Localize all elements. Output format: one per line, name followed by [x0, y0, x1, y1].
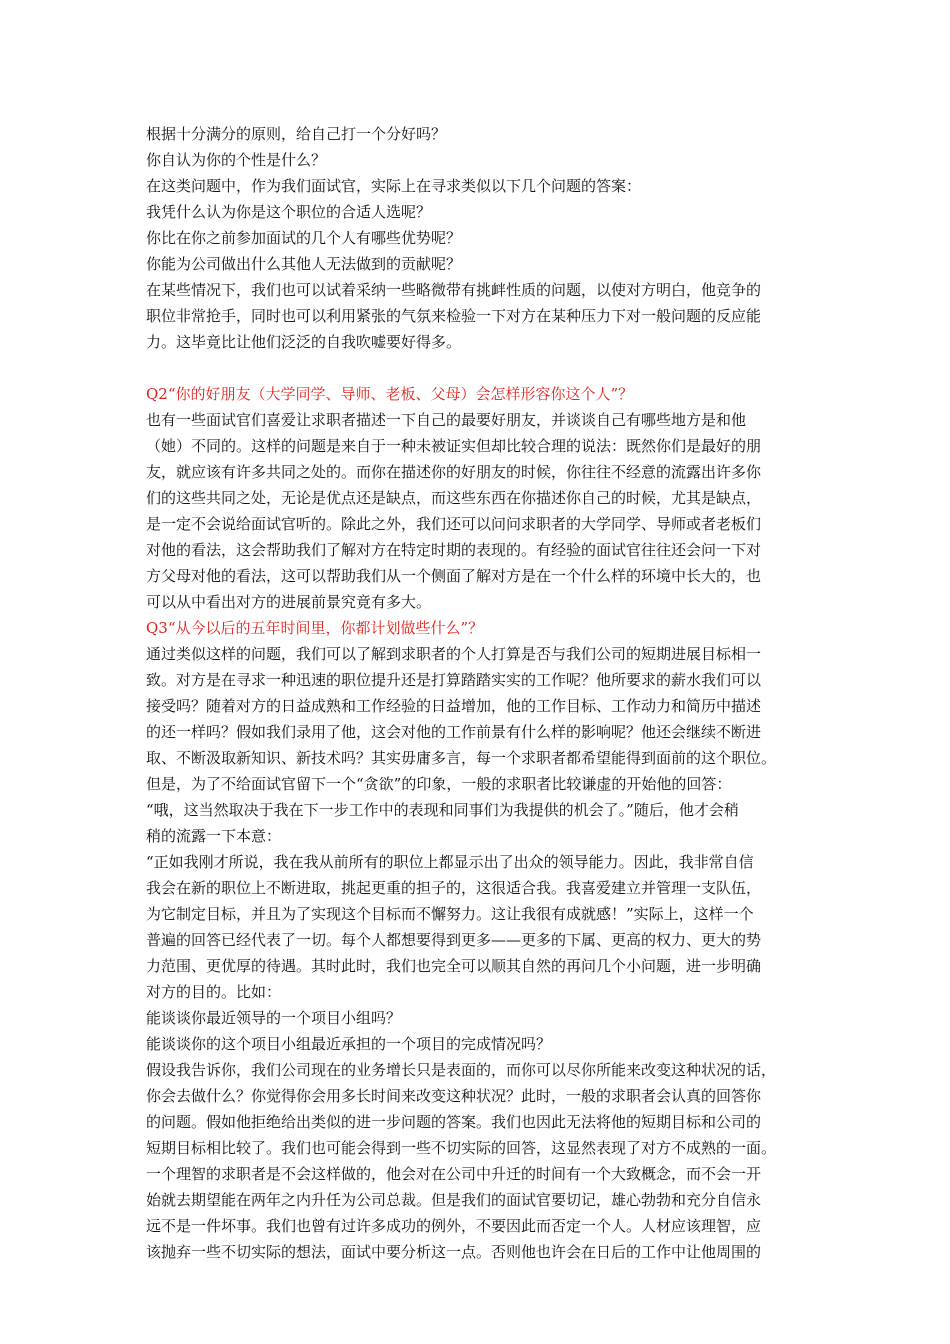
- document-body: [146, 121, 806, 1265]
- text-line: 取、不断汲取新知识、新技术吗？其实毋庸多言，每一个求职者都希望能得到面前的这个职位。: [146, 749, 777, 767]
- text-line: 该抛弃一些不切实际的想法，面试中要分析这一点。否则他也许会在日后的工作中让他周围的: [146, 1243, 762, 1261]
- text-line: 稍的流露一下本意：: [146, 827, 282, 845]
- text-line: 的问题。假如他拒绝给出类似的进一步问题的答案。我们也因此无法将他的短期目标和公司的: [146, 1113, 762, 1131]
- text-line: 能谈谈你最近领导的一个项目小组吗？: [146, 1009, 402, 1027]
- text-line: 一个理智的求职者是不会这样做的，他会对在公司中升迁的时间有一个大致概念，而不会一开: [146, 1165, 762, 1183]
- question-line: 你能为公司做出什么其他人无法做到的贡献呢？: [146, 255, 462, 273]
- question-line: 你比在你之前参加面试的几个人有哪些优势呢？: [146, 229, 462, 247]
- text-line: 我会在新的职位上不断进取，挑起更重的担子的，这很适合我。我喜爱建立并管理一支队伍，: [146, 879, 762, 897]
- text-line: （她）不同的。这样的问题是来自于一种未被证实但却比较合理的说法：既然你们是最好的朋: [146, 437, 762, 455]
- text-line: 短期目标相比较了。我们也可能会得到一些不切实际的回答，这显然表现了对方不成熟的一面。: [146, 1139, 777, 1157]
- text-line: 接受吗？随着对方的日益成熟和工作经验的日益增加，他的工作目标、工作动力和简历中描述: [146, 697, 762, 715]
- text-line: “正如我刚才所说，我在我从前所有的职位上都显示出了出众的领导能力。因此，我非常自信: [146, 853, 754, 871]
- text-line: 你会去做什么？你觉得你会用多长时间来改变这种状况？此时，一般的求职者会认真的回答你: [146, 1087, 762, 1105]
- text-line: 通过类似这样的问题，我们可以了解到求职者的个人打算是否与我们公司的短期进展目标相一: [146, 645, 762, 663]
- text-line: 的还一样吗？假如我们录用了他，这会对他的工作前景有什么样的影响呢？他还会继续不断进: [146, 723, 762, 741]
- q3-heading: Q3“从今以后的五年时间里，你都计划做些什么”？: [146, 619, 484, 637]
- q2-paragraph: [146, 407, 806, 615]
- text-line: 假设我告诉你，我们公司现在的业务增长只是表面的，而你可以尽你所能来改变这种状况的话，: [146, 1061, 777, 1079]
- text-line: 在某些情况下，我们也可以试着采纳一些略微带有挑衅性质的问题，以使对方明白，他竞争的: [146, 281, 762, 299]
- question-line: 我凭什么认为你是这个职位的合适人选呢？: [146, 203, 432, 221]
- question-line: 在这类问题中，作为我们面试官，实际上在寻求类似以下几个问题的答案：: [146, 177, 642, 195]
- text-line: 力。这毕竟比让他们泛泛的自我吹嘘要好得多。: [146, 333, 462, 351]
- text-line: 但是，为了不给面试官留下一个“贪欲”的印象，一般的求职者比较谦虚的开始他的回答：: [146, 775, 732, 793]
- text-line: 始就去期望能在两年之内升任为公司总裁。但是我们的面试官要切记，雄心勃勃和充分自信永: [146, 1191, 762, 1209]
- text-line: 致。对方是在寻求一种迅速的职位提升还是打算踏踏实实的工作呢？他所要求的薪水我们可以: [146, 671, 762, 689]
- text-line: 可以从中看出对方的进展前景究竟有多大。: [146, 593, 432, 611]
- text-line: 是一定不会说给面试官听的。除此之外，我们还可以问问求职者的大学同学、导师或者老板们: [146, 515, 762, 533]
- text-line: 职位非常抢手，同时也可以利用紧张的气氛来检验一下对方在某种压力下对一般问题的反应能: [146, 307, 762, 325]
- text-line: 友，就应该有许多共同之处的。而你在描述你的好朋友的时候，你往往不经意的流露出许多你: [146, 463, 762, 481]
- q3-paragraph: [146, 641, 806, 1265]
- question-line: 根据十分满分的原则，给自己打一个分好吗？: [146, 125, 447, 143]
- text-line: 方父母对他的看法，这可以帮助我们从一个侧面了解对方是在一个什么样的环境中长大的，也: [146, 567, 762, 585]
- text-line: “哦，这当然取决于我在下一步工作中的表现和同事们为我提供的机会了。”随后，他才会稍: [146, 801, 739, 819]
- text-line: 对他的看法，这会帮助我们了解对方在特定时期的表现的。有经验的面试官往往还会问一下对: [146, 541, 762, 559]
- intro-question-list: [146, 121, 806, 277]
- text-line: 对方的目的。比如：: [146, 983, 282, 1001]
- text-line: 能谈谈你的这个项目小组最近承担的一个项目的完成情况吗？: [146, 1035, 552, 1053]
- section-spacer: [146, 355, 806, 381]
- text-line: 远不是一件坏事。我们也曾有过许多成功的例外，不要因此而否定一个人。人材应该理智，应: [146, 1217, 762, 1235]
- text-line: 为它制定目标，并且为了实现这个目标而不懈努力。这让我很有成就感！”实际上，这样一个: [146, 905, 754, 923]
- text-line: 力范围、更优厚的待遇。其时此时，我们也完全可以顺其自然的再问几个小问题，进一步明确: [146, 957, 762, 975]
- text-line: 们的这些共同之处，无论是优点还是缺点，而这些东西在你描述你自己的时候，尤其是缺点，: [146, 489, 762, 507]
- question-line: 你自认为你的个性是什么？: [146, 151, 327, 169]
- text-line: 普遍的回答已经代表了一切。每个人都想要得到更多——更多的下属、更高的权力、更大的势: [146, 931, 762, 949]
- q2-heading: Q2“你的好朋友（大学同学、导师、老板、父母）会怎样形容你这个人”？: [146, 385, 634, 403]
- text-line: 也有一些面试官们喜爱让求职者描述一下自己的最要好朋友，并谈谈自己有哪些地方是和他: [146, 411, 747, 429]
- intro-paragraph: [146, 277, 806, 355]
